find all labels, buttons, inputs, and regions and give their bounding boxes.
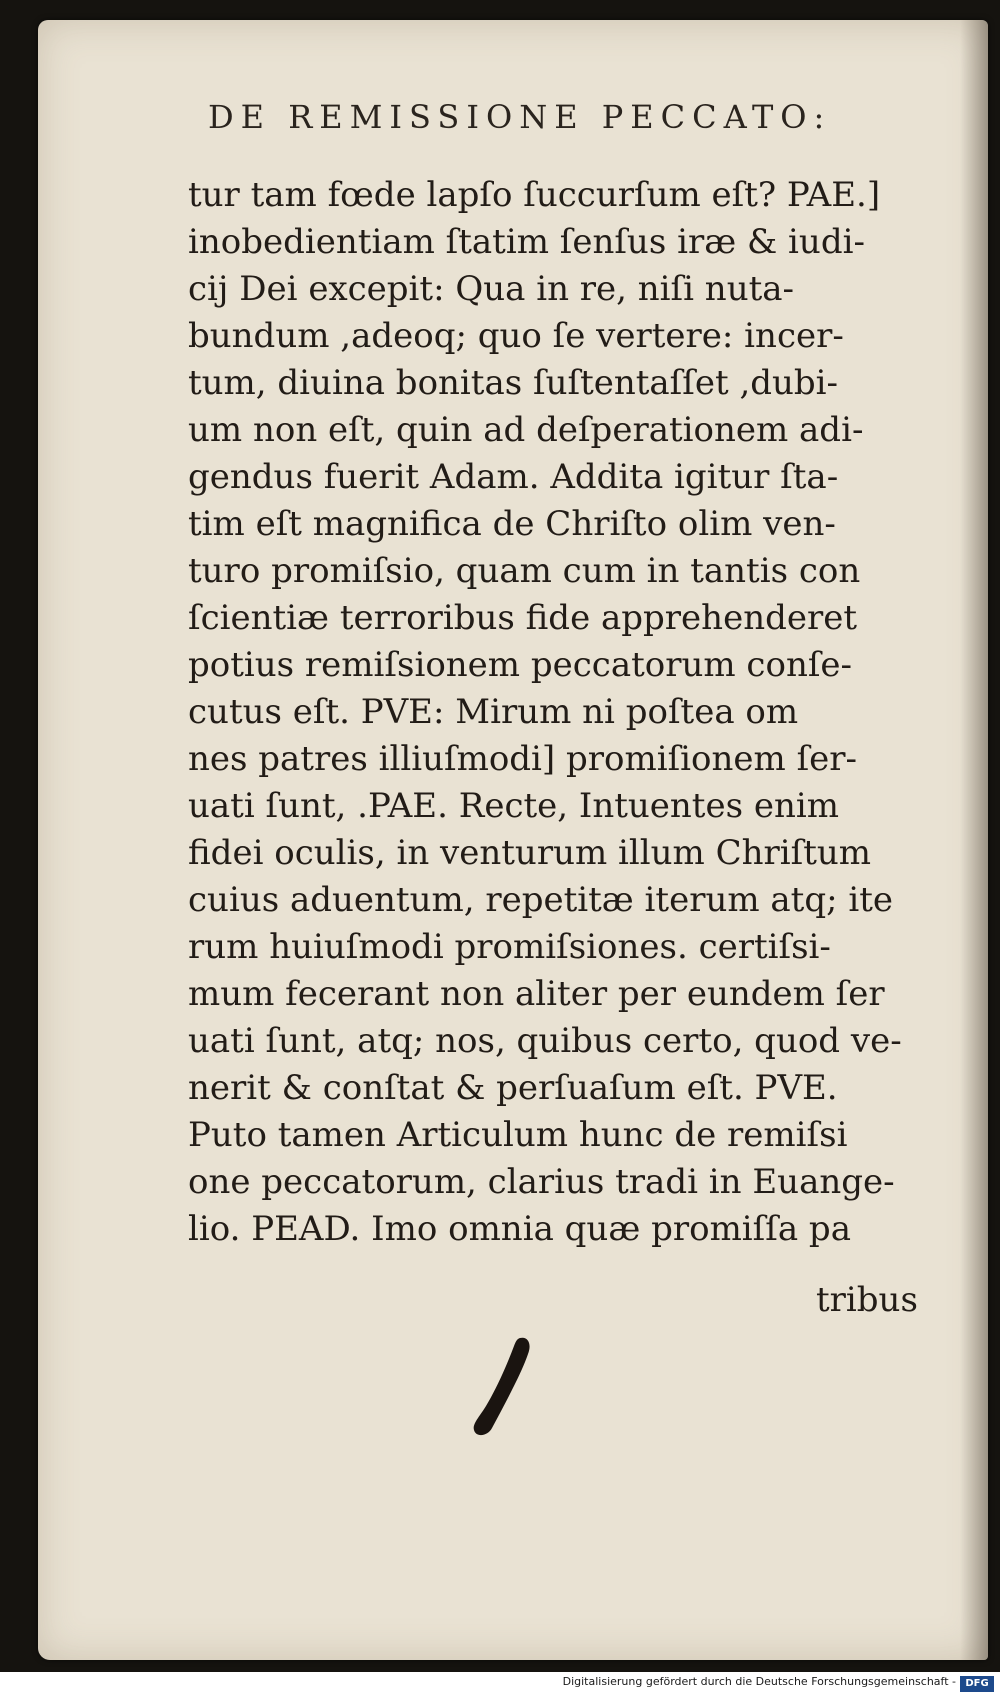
text-line: lio. PEAD. Imo omnia quæ promiſſa pa xyxy=(188,1209,851,1249)
text-line: uati ſunt, .PAE. Recte, Intuentes enim xyxy=(188,786,839,826)
text-line: uati ſunt, atq; nos, quibus certo, quod ve- xyxy=(188,1021,902,1061)
text-line: nerit & conſtat & perſuaſum eſt. PVE. xyxy=(188,1068,838,1108)
text-line: tim eſt magnifica de Chriſto olim ven- xyxy=(188,504,836,544)
text-line: tum, diuina bonitas ſuſtentaſſet ,dubi- xyxy=(188,363,839,403)
footer-bar xyxy=(0,1672,1000,1698)
text-line: inobedientiam ſtatim ſenſus iræ & iudi- xyxy=(188,222,865,262)
text-line: mum fecerant non aliter per eundem ſer xyxy=(188,974,885,1014)
text-line: turo promiſsio, quam cum in tantis con xyxy=(188,551,861,591)
text-line: one peccatorum, clarius tradi in Euange- xyxy=(188,1162,895,1202)
text-line: cutus eſt. PVE: Mirum ni poſtea om xyxy=(188,692,799,732)
text-line: rum huiuſmodi promiſsiones. certiſsi- xyxy=(188,927,831,967)
text-line: gendus fuerit Adam. Addita igitur ſta- xyxy=(188,457,839,497)
running-head: DE REMISSIONE PECCATO: xyxy=(208,98,832,136)
text-line: bundum ,adeoq; quo ſe vertere: incer- xyxy=(188,316,844,356)
footer-credit: Digitalisierung gefördert durch die Deutsche Forschungsgemeinschaft - xyxy=(562,1675,956,1688)
dfg-logo: DFG xyxy=(960,1676,994,1692)
text-line: fidei oculis, in venturum illum Chriſtum xyxy=(188,833,872,873)
text-block xyxy=(188,172,928,1253)
text-line: um non eſt, quin ad deſperationem adi- xyxy=(188,410,864,450)
text-line: Puto tamen Articulum hunc de remiſsi xyxy=(188,1115,848,1155)
text-line: tur tam fœde lapſo ſuccurſum eſt? PAE.] xyxy=(188,175,881,215)
text-line: nes patres illiuſmodi] promiſionem ſer- xyxy=(188,739,858,779)
text-line: cij Dei excepit: Qua in re, niſi nuta- xyxy=(188,269,795,309)
text-line: potius remiſsionem peccatorum conſe- xyxy=(188,645,853,685)
spine-shadow xyxy=(960,20,988,1660)
catchword: tribus xyxy=(816,1280,918,1320)
text-line: cuius aduentum, repetitæ iterum atq; ite xyxy=(188,880,894,920)
ink-mark-icon xyxy=(462,1332,552,1442)
text-line: ſcientiæ terroribus fide apprehenderet xyxy=(188,598,858,638)
